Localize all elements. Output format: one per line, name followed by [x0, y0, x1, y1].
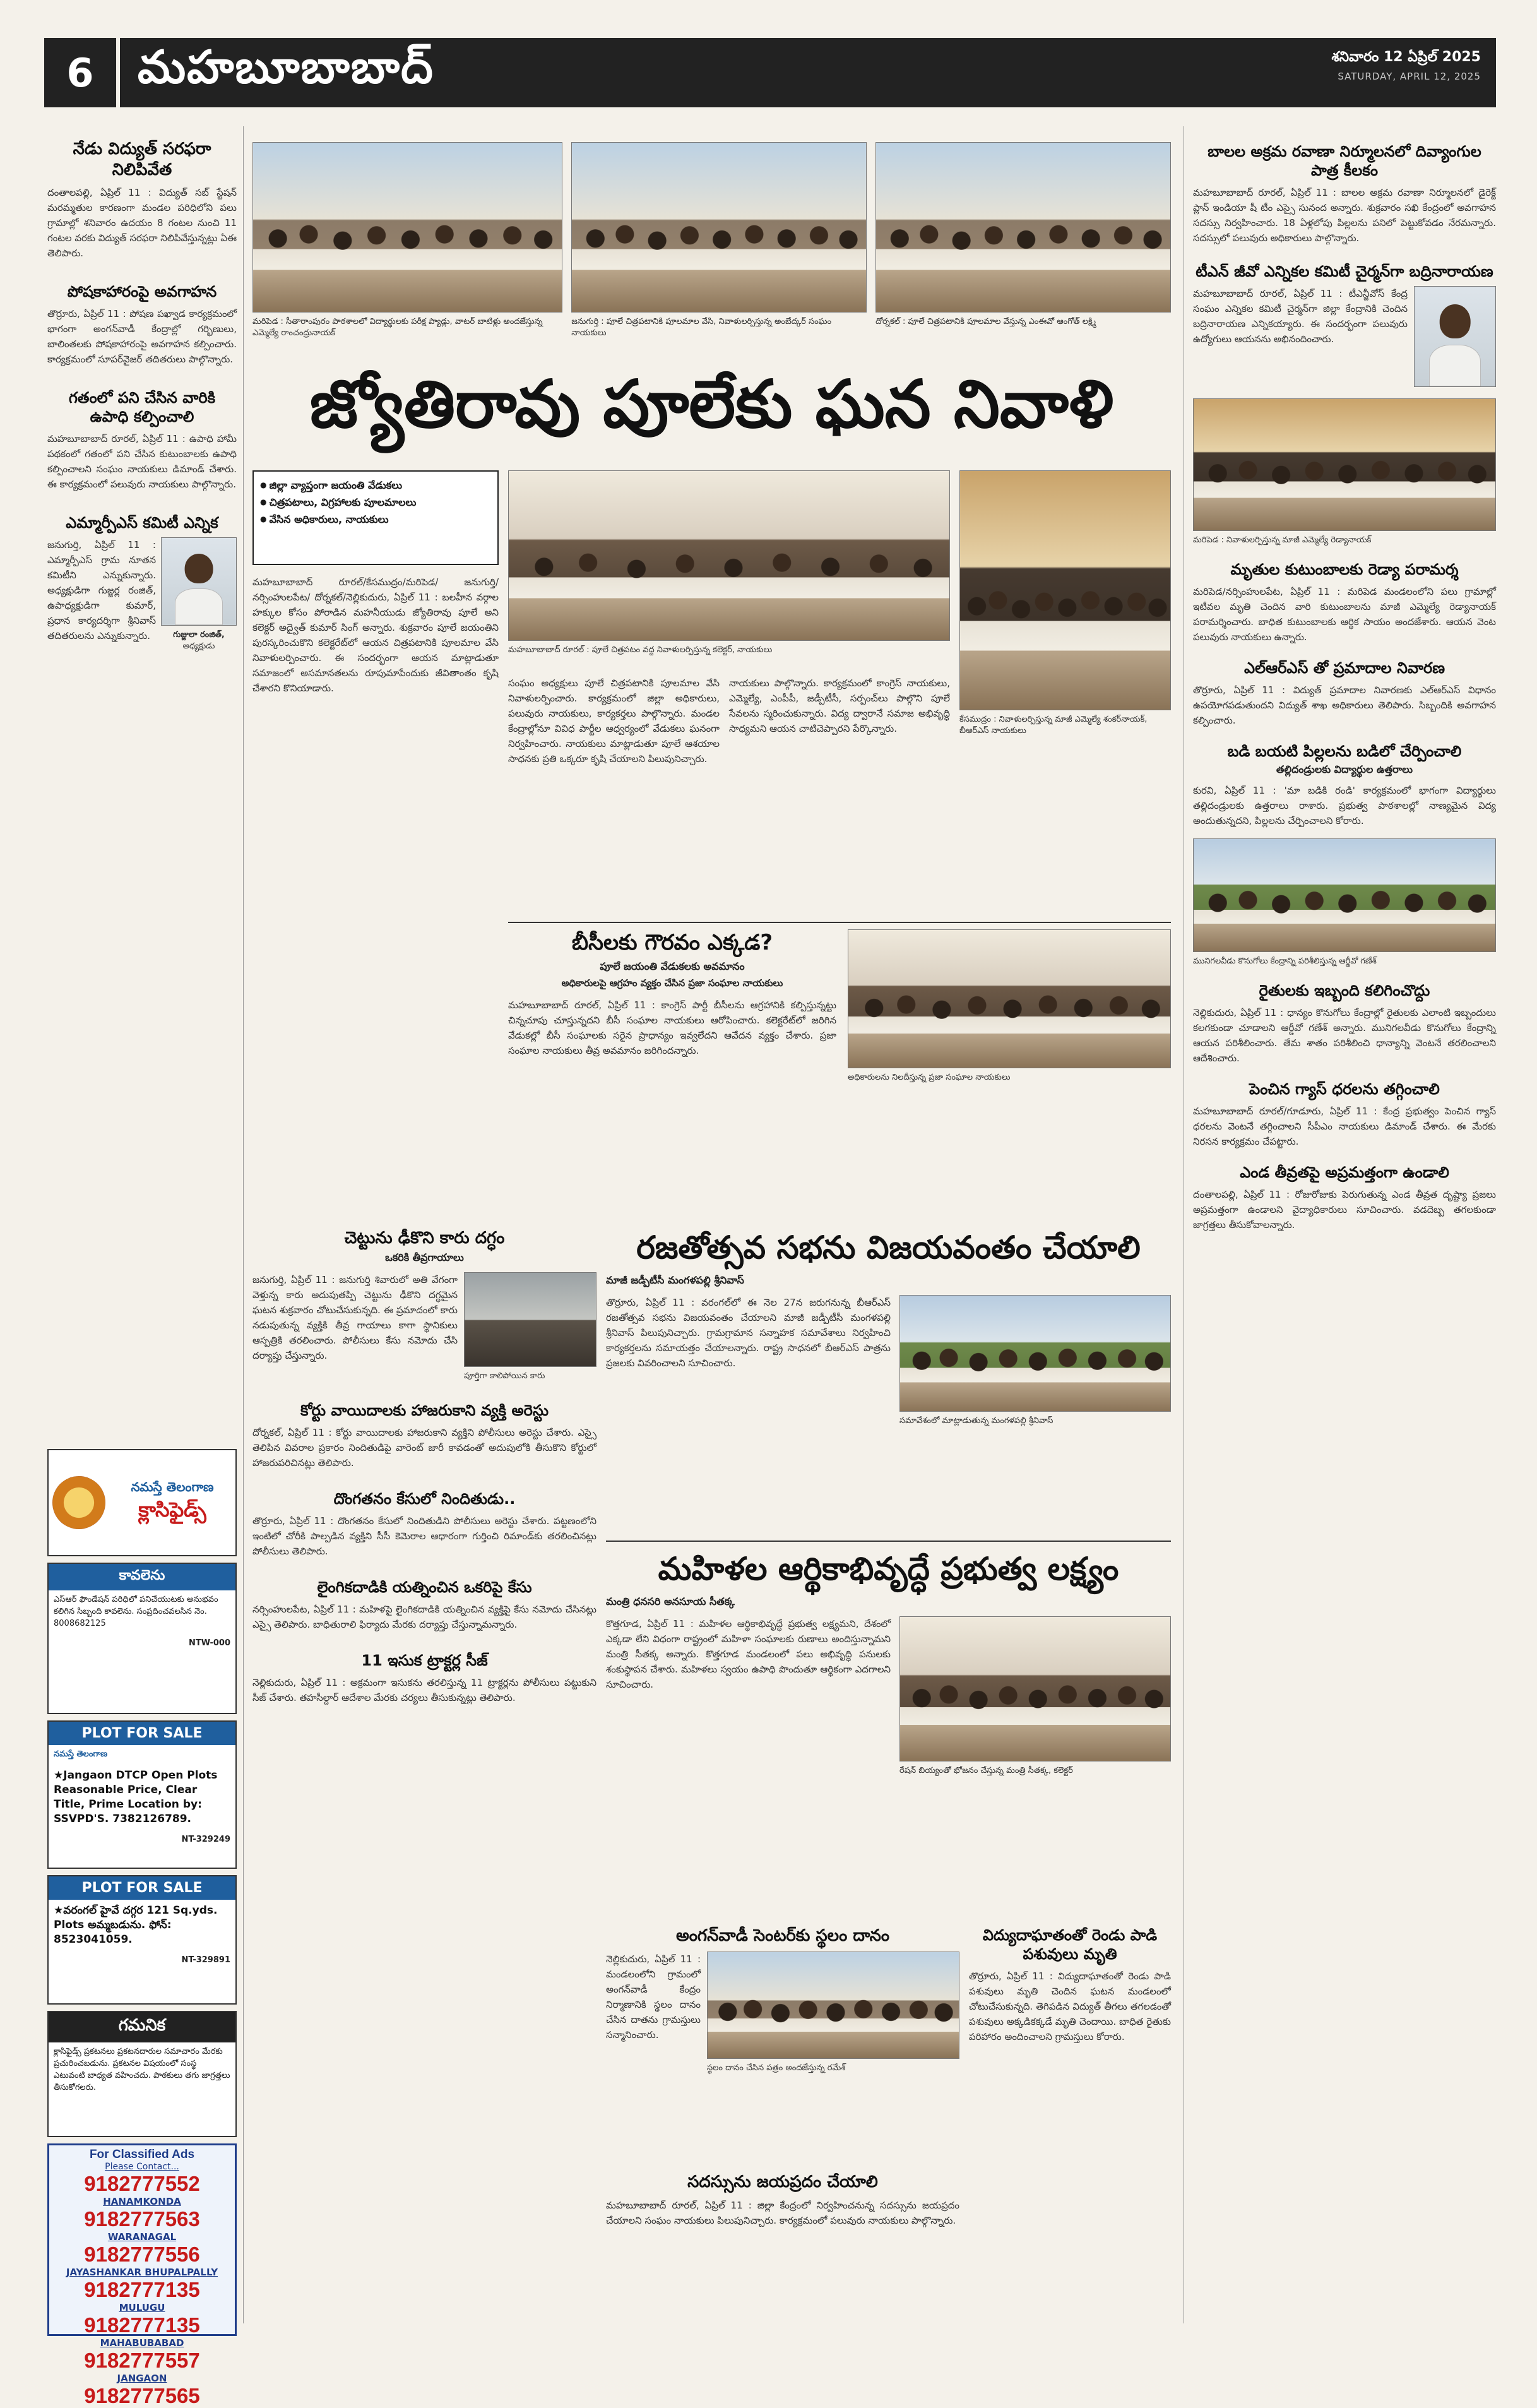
photo-block	[252, 142, 562, 350]
news-photo	[1193, 838, 1496, 952]
article-body: జనుగుర్తి, ఏప్రిల్ 11 : ఎమ్మార్పీఎస్ గ్రామ నూతన కమిటీని ఎన్నుకున్నారు. అధ్యక్షుడిగా గుజ్జర్ల రంజిత్, ఉపాధ్యక్షుడిగా కుమార్, ప్రధాన కార్యదర్శిగా శ్రీనివాస్ తదితరులను ఎన్నుకున్నారు.	[47, 539, 156, 641]
date-english: SATURDAY, APRIL 12, 2025	[1338, 71, 1481, 82]
section-title: మహబూబాబాద్	[138, 40, 434, 93]
article-body: మహబూబాబాద్ రూరల్/కేసముద్రం/మరిపెడ/ జనుగుర్తి/నర్సింహులపేట/ దోర్నకల్/నెల్లికుదురు, ఏప్రిల్ 11 : బలహీన వర్గాల హక్కుల కోసం పోరాడిన మహనీయుడు జ్యోతిరావు పూలే అని కలెక్టర్ అద్వైత్ కుమార్ సింగ్ అన్నారు. శుక్రవారం పూలే జయంతిని పురస్కరించుకొని కలెక్టరేట్‌లో ఆయన చిత్రపటానికి పూలమాల వేసి నివాళులర్పించారు. ఈ సందర్భంగా ఆయన మాట్లాడుతూ సమాజంలో అసమానతలను రూపుమాపేందుకు జీవితాంతం కృషి చేశారని కొనియాడారు.	[252, 576, 499, 694]
article-headline: నేడు విద్యుత్ సరఫరా నిలిపివేత	[73, 140, 211, 179]
article-body: తొర్రూరు, ఏప్రిల్ 11 : పోషణ పఖ్వాడ కార్యక్రమంలో భాగంగా అంగన్‌వాడీ కేంద్రాల్లో గర్భిణులు, బాలింతలకు పోషకాహారంపై అవగాహన కల్పించారు. కార్యక్రమంలో సూపర్‌వైజర్ తదితరులు పాల్గొన్నారు.	[47, 308, 237, 365]
classifieds-brand	[47, 1449, 237, 1556]
news-photo	[875, 142, 1171, 313]
article-subheading: మంత్రి ధనసరి అనసూయ సీతక్క	[606, 1595, 735, 1607]
article-body: జనుగుర్తి, ఏప్రిల్ 11 : జనుగుర్తి శివారులో అతి వేగంగా వెళ్తున్న కారు అదుపుతప్పి చెట్టును ఢీకొని దగ్ధమైన ఘటన శుక్రవారం చోటుచేసుకున్నది. ఈ ప్రమాదంలో కారు నడుపుతున్న వ్యక్తికి తీవ్ర గాయాలు కాగా స్థానికులు ఆస్పత్రికి తరలించారు. పోలీసులు కేసు నమోదు చేసి దర్యాప్తు చేస్తున్నారు.	[252, 1273, 458, 1361]
contact-phone: 9182777565	[84, 2383, 200, 2407]
classified-ad-plot	[47, 1720, 237, 1869]
article-body: తొర్రూరు, ఏప్రిల్ 11 : విద్యుదాఘాతంతో రెండు పాడి పశువులు మృతి చెందిన ఘటన మండలంలో చోటుచేసుకున్నది. తెగిపడిన విద్యుత్ తీగలు తగలడంతో పశువులు అక్కడికక్కడే మృతి చెందాయి. బాధిత రైతుకు పరిహారం అందించాలని గ్రామస్తులు కోరారు.	[969, 1970, 1171, 2042]
photo-caption: మునిగలవీడు కొనుగోలు కేంద్రాన్ని పరిశీలిస్తున్న ఆర్డీవో గణేశ్	[1193, 957, 1377, 967]
article-body: దోర్నకల్, ఏప్రిల్ 11 : కోర్టు వాయిదాలకు హాజరుకాని వ్యక్తిని పోలీసులు అరెస్టు చేశారు. ఎస్సై తెలిపిన వివరాల ప్రకారం నిందితుడిపై వారెంట్ జారీ కావడంతో అదుపులోకి తీసుకొని కోర్టులో హాజరుపరిచినట్లు తెలిపారు.	[252, 1426, 596, 1469]
contact-phone: 9182777557	[84, 2348, 200, 2372]
contact-city: MULUGU	[119, 2301, 165, 2313]
article-headline: కోర్టు వాయిదాలకు హాజరుకాని వ్యక్తి అరెస్టు	[300, 1401, 549, 1419]
photo-caption: గుజ్జులా రంజిత్,	[173, 630, 225, 640]
photo-block	[571, 142, 867, 350]
photo-block	[959, 470, 1171, 737]
article-subheading: ఒకరికి తీవ్రగాయాలు	[385, 1251, 464, 1263]
lead-tag: ● జిల్లా వ్యాప్తంగా జయంతి వేడుకలు	[260, 477, 491, 494]
article-headline: టీఎన్ జీవో ఎన్నికల కమిటీ చైర్మన్‌గా బద్రినారాయణ	[1196, 263, 1493, 280]
news-photo	[899, 1295, 1171, 1412]
date-box	[1331, 49, 1481, 82]
article-body: నెల్లికుదురు, ఏప్రిల్ 11 : ధాన్యం కొనుగోలు కేంద్రాల్లో రైతులకు ఎలాంటి ఇబ్బందులు కలగకుండా చూడాలని ఆర్డీవో గణేశ్ అన్నారు. మునిగలవీడు కొనుగోలు కేంద్రాన్ని ఆయన పరిశీలించారు. తేమ శాతం పరిశీలించి ధాన్యాన్ని వెంటనే తరలించాలని ఆదేశించారు.	[1193, 1007, 1496, 1064]
women-story	[606, 1541, 1171, 1777]
brand-line-1: నమస్తే తెలంగాణ	[131, 1479, 214, 1494]
article-body: మహబూబాబాద్ రూరల్, ఏప్రిల్ 11 : టీఎన్జీవోస్ కేంద్ర సంఘం ఎన్నికల కమిటీ చైర్మన్‌గా జిల్లా కేంద్రానికి చెందిన బద్రినారాయణ ఎన్నికయ్యారు. ఈ సందర్భంగా పలువురు ఉద్యోగులు ఆయనను అభినందించారు.	[1193, 288, 1408, 345]
contact-phone: 9182777135	[84, 2277, 200, 2301]
article-headline: పెంచిన గ్యాస్ ధరలను తగ్గించాలి	[1249, 1080, 1440, 1099]
contact-city: MAHABUBABAD	[100, 2337, 184, 2349]
photo-caption: మహబూబాబాద్ రూరల్ : పూలే చిత్రపటం వద్ద నివాళులర్పిస్తున్న కలెక్టర్, నాయకులు	[508, 645, 773, 655]
right-column	[1193, 142, 1496, 1232]
news-photo	[252, 142, 562, 313]
article-body: నర్సింహులపేట, ఏప్రిల్ 11 : మహిళపై లైంగికదాడికి యత్నించిన వ్యక్తిపై కేసు నమోదు చేసినట్లు ఎస్సై తెలిపారు. బాధితురాలి ఫిర్యాదు మేరకు దర్యాప్తు చేస్తున్నామన్నారు.	[252, 1603, 596, 1630]
bc-story	[508, 922, 1171, 1219]
article-body: దంతాలపల్లి, ఏప్రిల్ 11 : రోజురోజుకు పెరుగుతున్న ఎండ తీవ్రత దృష్ట్యా ప్రజలు అప్రమత్తంగా ఉండాలని వైద్యాధికారులు సూచించారు. వడదెబ్బ తగలకుండా జాగ్రత్తలు తీసుకోవాలన్నారు.	[1193, 1189, 1496, 1231]
article-headline: ఎండ తీవ్రతపై అప్రమత్తంగా ఉండాలి	[1240, 1164, 1449, 1182]
news-photo	[508, 470, 950, 641]
article-subheading: మాజీ జడ్పీటీసీ మంగళపల్లి శ్రీనివాస్	[606, 1273, 744, 1286]
article-headline: ఎల్ఆర్ఎస్ తో ప్రమాదాల నివారణ	[1243, 659, 1445, 677]
news-photo	[1193, 398, 1496, 531]
ad-code: NT-329249	[181, 1834, 230, 1844]
photo-caption: అధికారులను నిలదీస్తున్న ప్రజా సంఘాల నాయకులు	[848, 1073, 1011, 1082]
article-headline: రైతులకు ఇబ్బంది కలిగించొద్దు	[1259, 982, 1430, 1000]
ad-body: ★వరంగల్ హైవే దగ్గర 121 Sq.yds. Plots అమ్మబడును. ఫోన్: 8523041059.	[54, 1904, 218, 1946]
photo-caption: కేసముద్రం : నివాళులర్పిస్తున్న మాజీ ఎమ్మెల్యే శంకర్‌నాయక్, బీఆర్ఎస్ నాయకులు	[959, 715, 1148, 736]
photo-caption: మరిపెడ : నివాళులర్పిస్తున్న మాజీ ఎమ్మెల్యే రెడ్యానాయక్	[1193, 535, 1372, 545]
article-body: సంఘం అధ్యక్షులు పూలే చిత్రపటానికి పూలమాల వేసి నివాళులర్పించారు. కార్యక్రమంలో జిల్లా అధికారులు, పలువురు నాయకులు, కార్యకర్తలు పాల్గొన్నారు. మండల కేంద్రాల్లోనూ వివిధ పార్టీల ఆధ్వర్యంలో వేడుకలు ఘనంగా నిర్వహించారు. నాయకులు మాట్లాడుతూ పూలే ఆశయాల సాధనకు ప్రతి ఒక్కరూ కృషి చేయాలని పిలుపునిచ్చారు.	[508, 677, 720, 765]
photo-caption: సమావేశంలో మాట్లాడుతున్న మంగళపల్లి శ్రీనివాస్	[899, 1416, 1053, 1426]
contacts-subheading: Please Contact...	[105, 2162, 179, 2172]
contact-phone: 9182777552	[84, 2172, 200, 2195]
photo-block	[508, 470, 950, 656]
contacts-heading: For Classified Ads	[89, 2148, 195, 2161]
article-headline: గతంలో పని చేసిన వారికి ఉపాధి కల్పించాలి	[68, 389, 216, 426]
article-body: మహబూబాబాద్ రూరల్, ఏప్రిల్ 11 : ఉపాధి హామీ పథకంలో గతంలో పని చేసిన కుటుంబాలకు ఉపాధి కల్పించాలని సంఘం నాయకులు డిమాండ్ చేశారు. ఈ కార్యక్రమంలో పలువురు నాయకులు పాల్గొన్నారు.	[47, 433, 237, 490]
classified-ad-wanted	[47, 1563, 237, 1714]
brand-line-2: క్లాసిఫైడ్స్	[138, 1497, 206, 1522]
portrait-photo	[161, 537, 237, 626]
article-headline: విద్యుదాఘాతంతో రెండు పాడి పశువులు మృతి	[982, 1926, 1158, 1963]
lead-tag: ● చిత్రపటాలు, విగ్రహాలకు పూలమాలలు	[260, 494, 491, 511]
column-divider	[243, 126, 244, 2323]
article-body: నెల్లికుదురు, ఏప్రిల్ 11 : మండలంలోని గ్రామంలో అంగన్‌వాడీ కేంద్రం నిర్మాణానికి స్థలం దానం చేసిన దాతను గ్రామస్తులు సన్మానించారు.	[606, 1953, 701, 2041]
article-headline: దొంగతనం కేసులో నిందితుడు..	[333, 1489, 516, 1508]
electric-story	[969, 1926, 1171, 2044]
article-body: మహబూబాబాద్ రూరల్, ఏప్రిల్ 11 : జిల్లా కేంద్రంలో నిర్వహించనున్న సదస్సును జయప్రదం చేయాలని సంఘం నాయకులు పిలుపునిచ్చారు. కార్యక్రమంలో పలువురు నాయకులు పాల్గొన్నారు.	[606, 2199, 959, 2226]
article-headline: మృతుల కుటుంబాలకు రెడ్యా పరామర్శ	[1230, 561, 1459, 579]
ad-body: ★Jangaon DTCP Open Plots Reasonable Price, Clear Title, Prime Location by: SSVPD'S. 7382126789.	[54, 1768, 218, 1825]
photo-caption: స్థలం దానం చేసిన పత్రం అందజేస్తున్న రమేశ్	[707, 2063, 846, 2073]
article-headline: బీసీలకు గౌరవం ఎక్కడ?	[571, 930, 773, 955]
article-body: కురవి, ఏప్రిల్ 11 : 'మా బడికి రండి' కార్యక్రమంలో భాగంగా విద్యార్థులు తల్లిదండ్రులకు ఉత్తరాలు రాశారు. ప్రభుత్వ పాఠశాలల్లో నాణ్యమైన విద్య అందుతున్నదని, పిల్లలను చేర్పించాలని కోరారు.	[1193, 785, 1496, 827]
date-telugu: శనివారం 12 ఏప్రిల్ 2025	[1331, 49, 1481, 65]
brand-logo	[52, 1476, 105, 1529]
mid-left-column	[252, 1228, 596, 1705]
contact-phone: 9182777135	[84, 2313, 200, 2337]
news-photo	[707, 1952, 959, 2059]
article-headline: 11 ఇసుక ట్రాక్టర్ల సీజ్	[361, 1651, 488, 1669]
left-column	[47, 139, 237, 652]
article-headline: పోషకాహారంపై అవగాహన	[67, 283, 217, 301]
article-body: తొర్రూరు, ఏప్రిల్ 11 : వరంగల్‌లో ఈ నెల 27న జరుగనున్న బీఆర్ఎస్ రజతోత్సవ సభను విజయవంతం చేయాలని మాజీ జడ్పీటీసీ మంగళపల్లి శ్రీనివాస్ పిలుపునిచ్చారు. గ్రామగ్రామాన సన్నాహక సమావేశాలు నిర్వహించి కార్యకర్తలను సమాయత్తం చేయాలన్నారు. రాష్ట్ర సాధనలో బీఆర్ఎస్ పాత్రను ప్రజలకు వివరించాలని సూచించారు.	[606, 1296, 891, 1369]
news-photo	[959, 470, 1171, 710]
article-body: తొర్రూరు, ఏప్రిల్ 11 : దొంగతనం కేసులో నిందితుడిని పోలీసులు అరెస్టు చేశారు. పట్టణంలోని ఇంటిలో చోరీకి పాల్పడిన వ్యక్తిని సీసీ కెమెరాల ఆధారంగా గుర్తించి రిమాండ్‌కు తరలించినట్లు పోలీసులు తెలిపారు.	[252, 1515, 596, 1557]
article-headline: సదస్సును జయప్రదం చేయాలి	[687, 2173, 878, 2191]
photo-caption: జనుగుర్తి : పూలే చిత్రపటానికి పూలమాల వేసి, నివాళులర్పిస్తున్న అంబేద్కర్ సంఘం నాయకులు	[571, 317, 832, 338]
news-photo	[899, 1616, 1171, 1761]
article-subheading: పూలే జయంతి వేడుకలకు అవమానం	[600, 960, 745, 972]
classified-notice	[47, 2011, 237, 2137]
contact-city: WARANAGAL	[107, 2231, 177, 2243]
article-body: నాయకులు పాల్గొన్నారు. కార్యక్రమంలో కాంగ్రెస్ నాయకులు, ఎమ్మెల్యే, ఎంపీపీ, జడ్పీటీసీ, సర్పంచ్‌లు పాల్గొని పూలే సేవలను స్మరించుకున్నారు. విద్య ద్వారానే సమాజ అభివృద్ధి సాధ్యమని ఆయన చాటిచెప్పారని పేర్కొన్నారు.	[729, 677, 950, 734]
contact-city: JAYASHANKAR BHUPALPALLY	[66, 2266, 218, 2278]
contact-phone: 9182777556	[84, 2242, 200, 2266]
ad-body: ఎస్ఆర్ ఫౌండేషన్ పరిధిలో పనిచేయుటకు అనుభవం కలిగిన సిబ్బంది కావలెను. సంప్రదించవలసిన నెం. 8008682125	[54, 1595, 218, 1628]
lead-tag-box	[252, 470, 499, 565]
ad-brand: నమస్తే తెలంగాణ	[54, 1749, 108, 1759]
contact-list	[49, 2172, 235, 2408]
lead-tag: ● వేసిన అధికారులు, నాయకులు	[260, 511, 491, 528]
article-headline: బడి బయటి పిల్లలను బడిలో చేర్పించాలి	[1227, 742, 1462, 761]
photo-caption: దోర్నకల్ : పూలే చిత్రపటానికి పూలమాల వేస్తున్న ఎంఈవో ఆంగోత్ లక్ష్మి	[875, 317, 1096, 326]
article-body: మహబూబాబాద్ రూరల్/గూడూరు, ఏప్రిల్ 11 : కేంద్ర ప్రభుత్వం పెంచిన గ్యాస్ ధరలను వెంటనే తగ్గించాలని సీపీఎం నాయకులు డిమాండ్ చేశారు. ఈ మేరకు నిరసన కార్యక్రమం చేపట్టారు.	[1193, 1106, 1496, 1148]
contact-city: HANAMKONDA	[103, 2195, 181, 2207]
news-photo	[848, 929, 1171, 1068]
article-subheading: అధికారులపై ఆగ్రహం వ్యక్తం చేసిన ప్రజా సంఘాల నాయకులు	[561, 977, 783, 989]
photo-caption: మరిపెడ : సీతారాంపురం పాఠశాలలో విద్యార్థులకు పరీక్ష ప్యాడ్లు, వాటర్ బాటిళ్లు అందజేస్తున్న ఎమ్మెల్యే రాంచంద్రునాయక్	[252, 317, 543, 338]
article-headline: అంగన్‌వాడీ సెంటర్‌కు స్థలం దానం	[675, 1926, 890, 1945]
article-headline: ఎమ్మార్పీఎస్ కమిటీ ఎన్నిక	[66, 514, 218, 532]
article-body: దంతాలపల్లి, ఏప్రిల్ 11 : విద్యుత్ సబ్ స్టేషన్ మరమ్మతుల కారణంగా మండల పరిధిలోని పలు గ్రామాల్లో శనివారం ఉదయం 8 గంటల నుంచి 11 గంటల వరకు విద్యుత్ సరఫరా నిలిపివేస్తున్నట్లు ఏఈ తెలిపారు.	[47, 187, 237, 259]
top-photo-strip	[252, 142, 1171, 350]
article-body: తొర్రూరు, ఏప్రిల్ 11 : విద్యుత్ ప్రమాదాల నివారణకు ఎల్ఆర్ఎస్ విధానం ఉపయోగపడుతుందని విద్యుత్ శాఖ అధికారులు తెలిపారు. సిబ్బందికి అవగాహన కల్పించారు.	[1193, 684, 1496, 727]
photo-block	[875, 142, 1171, 350]
classified-contacts	[47, 2143, 237, 2407]
ad-code: NTW-000	[188, 1638, 230, 1648]
lead-headline: జ్యోతిరావు పూలేకు ఘన నివాళి	[309, 366, 1114, 443]
photo-caption: అధ్యక్షుడు	[182, 641, 215, 652]
conference-story	[606, 2172, 959, 2228]
notice-heading: గమనిక	[49, 2012, 235, 2042]
page-number: 6	[44, 38, 120, 107]
ad-code: NT-329891	[181, 1955, 230, 1965]
article-headline: మహిళల ఆర్థికాభివృద్ధే ప్రభుత్వ లక్ష్యం	[658, 1551, 1119, 1587]
article-body: మహబూబాబాద్ రూరల్, ఏప్రిల్ 11 : బాలల అక్రమ రవాణా నిర్మూలనలో డైరెక్ట్ ప్లాన్ ఇండియా షీ టీం ఎస్సై సునంద అన్నారు. శుక్రవారం సఖి కేంద్రంలో అవగాహన సదస్సు నిర్వహించారు. 18 ఏళ్లలోపు పిల్లలను పనిలో పెట్టుకోవడం నేరమన్నారు. సదస్సులో పలువురు అధికారులు పాల్గొన్నారు.	[1193, 187, 1496, 244]
article-headline: బాలల అక్రమ రవాణా నిర్మూలనలో దివ్యాంగుల పాత్ర కీలకం	[1208, 143, 1481, 179]
news-photo	[464, 1272, 596, 1367]
contact-phone: 9182777563	[84, 2207, 200, 2231]
news-photo	[571, 142, 867, 313]
article-body: కొత్తగూడ, ఏప్రిల్ 11 : మహిళల ఆర్థికాభివృద్ధే ప్రభుత్వ లక్ష్యమని, దేశంలో ఎక్కడా లేని విధంగా రాష్ట్రంలో మహిళా సంఘాలకు రుణాలు అందిస్తున్నామని మంత్రి సీతక్క అన్నారు. కొత్తగూడ మండలంలో పలు అభివృద్ధి పనులకు శంకుస్థాపన చేశారు. మహిళలు స్వయం ఉపాధి పొందుతూ ఆర్థికంగా ఎదగాలని సూచించారు.	[606, 1618, 891, 1690]
article-subheading: తల్లిదండ్రులకు విద్యార్థుల ఉత్తరాలు	[1276, 763, 1413, 776]
article-body: మహబూబాబాద్ రూరల్, ఏప్రిల్ 11 : కాంగ్రెస్ పార్టీ బీసీలను ఆగ్రహానికి కల్పిస్తున్నట్టు చిన్నచూపు చూస్తున్నదని బీసీ సంఘాల నాయకులు ఆరోపించారు. కలెక్టరేట్‌లో జరిగిన వేడుకల్లో బీసీ సంఘాలకు సరైన ప్రాధాన్యం ఇవ్వలేదని ఆవేదన వ్యక్తం చేశారు. ప్రజా సంఘాల నాయకులు తీవ్ర అవమానం జరిగిందన్నారు.	[508, 999, 836, 1056]
masthead	[44, 38, 1496, 107]
classified-ad-plot	[47, 1875, 237, 2005]
article-headline: చెట్టును ఢీకొని కారు దగ్ధం	[344, 1229, 505, 1248]
ad-heading: PLOT FOR SALE	[49, 1876, 235, 1900]
photo-caption: పూర్తిగా కాలిపోయిన కారు	[464, 1371, 545, 1381]
anganwadi-story	[606, 1926, 959, 2074]
article-headline: రజతోత్సవ సభను విజయవంతం చేయాలి	[636, 1229, 1141, 1266]
photo-caption: రేషన్ బియ్యంతో భోజనం చేస్తున్న మంత్రి సీతక్క, కలెక్టర్	[899, 1765, 1073, 1775]
ad-heading: కావలెను	[49, 1564, 235, 1590]
notice-body: క్లాసిఫైడ్స్ ప్రకటనలు ప్రకటనదారుల సమాచారం మేరకు ప్రచురించబడును. ప్రకటనల విషయంలో సంస్థ ఎటువంటి బాధ్యత వహించదు. పాఠకులు తగు జాగ్రత్తలు తీసుకోగలరు.	[54, 2047, 230, 2092]
article-headline: లైంగికదాడికి యత్నించిన ఒకరిపై కేసు	[317, 1578, 532, 1596]
ad-heading: PLOT FOR SALE	[49, 1722, 235, 1745]
article-body: మరిపెడ/నర్సింహులపేట, ఏప్రిల్ 11 : మరిపెడ మండలంలోని పలు గ్రామాల్లో ఇటీవల మృతి చెందిన వారి కుటుంబాలను మాజీ ఎమ్మెల్యే రెడ్యానాయక్ పరామర్శించారు. బాధిత కుటుంబాలకు ఆర్థిక సాయం అందజేశారు. ఆయన వెంట పలువురు నాయకులు ఉన్నారు.	[1193, 586, 1496, 643]
portrait-photo	[1414, 286, 1496, 387]
contact-city: JANGAON	[117, 2372, 167, 2384]
silver-jubilee-story	[606, 1228, 1171, 1427]
article-body: నెల్లికుదురు, ఏప్రిల్ 11 : అక్రమంగా ఇసుకను తరలిస్తున్న 11 ట్రాక్టర్లను పోలీసులు పట్టుకుని సీజ్ చేశారు. తహసీల్దార్ ఆదేశాల మేరకు చర్యలు తీసుకున్నట్లు తెలిపారు.	[252, 1676, 596, 1703]
